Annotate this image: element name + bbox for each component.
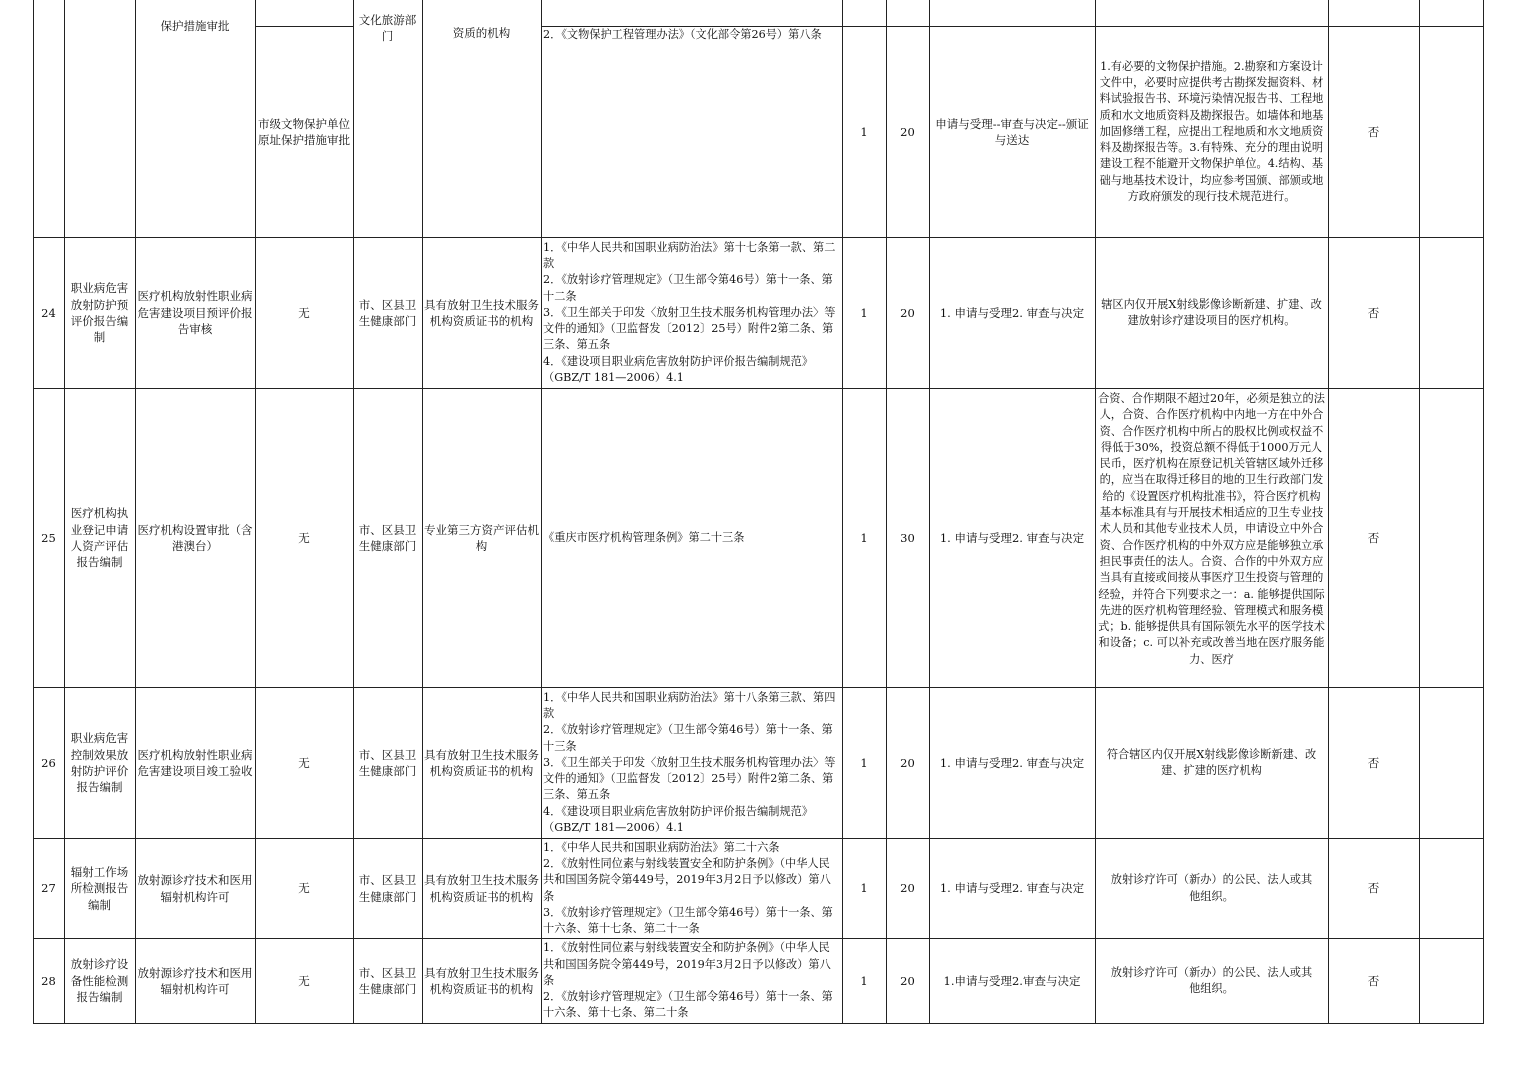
approval-text: 放射源诊疗技术和医用辐射机构许可 (137, 965, 253, 996)
flag-cell (1328, 688, 1419, 838)
count-cell (842, 238, 886, 388)
days-text: 20 (900, 305, 915, 320)
legal-basis-line: 2．《放射诊疗管理规定》（卫生部令第46号）第十一条、第十六条、第十七条、第二十条 (543, 990, 833, 1020)
approval-text: 医疗机构放射性职业病危害建设项目预评价报告审核 (137, 289, 253, 337)
legal-basis-cell (541, 688, 842, 838)
sub-approval-text: 无 (298, 881, 310, 896)
days-text: 20 (900, 881, 915, 896)
organization-text: 具有放射卫生技术服务机构资质证书的机构 (424, 297, 539, 328)
row-number: 28 (41, 973, 56, 988)
approval-cell (135, 939, 255, 1023)
approval-text: 保护措施审批 (160, 19, 230, 33)
legal-basis-line: 3．《放射诊疗管理规定》（卫生部令第46号）第十一条、第十六条、第十七条、第二十一条 (543, 905, 833, 936)
legal-basis-line: 3．《卫生部关于印发〈放射卫生技术服务机构管理办法〉等文件的通知》（卫监督发〔2012〕25号）附件2第二条、第三条、第五条 (543, 305, 836, 352)
process-cell (929, 839, 1095, 938)
agency-item-text: 辐射工作场所检测报告编制 (70, 864, 129, 912)
condition-text: 1.有必要的文物保护措施。2.勘察和方案设计文件中，必要时应提供考古勘探发掘资料、材料试验报告书、环境污染情况报告书、工程地质和水文地质资料及勘探报告。如墙体和地基加固修缮工程，应提出工程地质和水文地质资料及勘探报告等。3.有特殊、充分的理由说明建设工程不能避开文物保护单位。4.结构、基础与地基技术设计，均应参考国颁、部颁或地方政府颁发的现行技术规范进行。 (1099, 59, 1324, 204)
count-cell (842, 839, 886, 938)
row-number-cell (33, 839, 64, 938)
flag-text: 否 (1367, 881, 1380, 896)
organization-cell (422, 25, 541, 55)
condition-cell (1095, 839, 1328, 938)
condition-cell (1095, 391, 1328, 686)
condition-cell (1095, 688, 1328, 838)
condition-text: 符合辖区内仅开展X射线影像诊断新建、改建、扩建的医疗机构 (1106, 747, 1317, 777)
legal-basis-line: 1．《中华人民共和国职业病防治法》第十七条第一款、第二款 (543, 240, 836, 270)
count-cell (842, 27, 886, 237)
flag-text: 否 (1367, 530, 1380, 545)
organization-text: 资质的机构 (452, 26, 511, 40)
days-cell (886, 839, 929, 938)
sub-approval-text: 无 (298, 755, 310, 770)
organization-text: 具有放射卫生技术服务机构资质证书的机构 (424, 747, 539, 778)
approval-text: 放射源诊疗技术和医用辐射机构许可 (137, 873, 253, 904)
department-cell (353, 389, 422, 687)
row-divider (33, 1023, 1483, 1024)
flag-text: 否 (1367, 973, 1380, 988)
sub-approval-cell (255, 688, 353, 838)
agency-item-text: 职业病危害放射防护预评价报告编制 (70, 281, 129, 345)
organization-cell (422, 389, 541, 687)
flag-text: 否 (1367, 755, 1380, 770)
legal-basis-line: 3．《卫生部关于印发〈放射卫生技术服务机构管理办法〉等文件的通知》（卫监督发〔2012〕25号）附件2第二条、第三条、第五条 (543, 755, 836, 802)
approval-cell (135, 839, 255, 938)
flag-cell (1328, 27, 1419, 237)
condition-text: 放射诊疗许可（新办）的公民、法人或其他组织。 (1110, 873, 1313, 903)
column-divider (1483, 0, 1484, 1024)
process-cell (929, 688, 1095, 838)
count-text: 1 (860, 755, 868, 770)
days-cell (886, 688, 929, 838)
legal-basis-cell (541, 939, 842, 1023)
organization-text: 具有放射卫生技术服务机构资质证书的机构 (424, 965, 539, 996)
condition-text: 辖区内仅开展X射线影像诊断新建、扩建、改建放射诊疗建设项目的医疗机构。 (1101, 297, 1322, 327)
department-cell (353, 839, 422, 938)
sub-approval-text: 市级文物保护单位原址保护措施审批 (258, 116, 350, 147)
sub-approval-cell (255, 389, 353, 687)
count-text: 1 (860, 305, 868, 320)
approval-cell (135, 389, 255, 687)
condition-text: 放射诊疗许可（新办）的公民、法人或其他组织。 (1110, 965, 1313, 995)
count-cell (842, 389, 886, 687)
process-text: 申请与受理--审查与决定--颁证与送达 (935, 116, 1089, 147)
sub-approval-cell (255, 238, 353, 388)
legal-basis-cell (541, 27, 842, 67)
agency-item-cell (64, 688, 135, 838)
legal-basis-line: 1．《中华人民共和国职业病防治法》第十八条第三款、第四款 (543, 690, 836, 720)
legal-basis-line: 《重庆市医疗机构管理条例》第二十三条 (543, 530, 745, 544)
flag-text: 否 (1367, 124, 1380, 139)
department-text: 市、区县卫生健康部门 (358, 297, 417, 328)
process-cell (929, 238, 1095, 388)
process-cell (929, 27, 1095, 237)
department-cell (353, 12, 422, 62)
agency-item-text: 职业病危害控制效果放射防护评价报告编制 (70, 731, 129, 795)
agency-item-text: 医疗机构执业登记申请人资产评估报告编制 (70, 506, 129, 570)
condition-cell (1095, 27, 1328, 237)
sub-approval-text: 无 (298, 305, 310, 320)
department-text: 市、区县卫生健康部门 (358, 522, 417, 553)
days-cell (886, 238, 929, 388)
legal-basis-line: 4．《建设项目职业病危害放射防护评价报告编制规范》（GBZ/T 181—2006）4.1 (543, 804, 814, 835)
department-cell (353, 939, 422, 1023)
days-text: 20 (900, 124, 915, 139)
legal-basis-cell (541, 238, 842, 388)
legal-basis-cell (541, 389, 842, 687)
organization-cell (422, 238, 541, 388)
department-text: 市、区县卫生健康部门 (358, 747, 417, 778)
flag-text: 否 (1367, 305, 1380, 320)
flag-cell (1328, 238, 1419, 388)
process-text: 1. 申请与受理2. 审查与决定 (939, 881, 1085, 896)
department-cell (353, 238, 422, 388)
sub-approval-text: 无 (298, 530, 310, 545)
row-number: 27 (41, 881, 56, 896)
sub-approval-cell (255, 27, 353, 237)
flag-cell (1328, 839, 1419, 938)
approval-cell (135, 18, 255, 48)
approval-cell (135, 688, 255, 838)
flag-cell (1328, 939, 1419, 1023)
process-text: 1. 申请与受理2. 审查与决定 (939, 305, 1085, 320)
department-text: 文化旅游部门 (358, 13, 417, 44)
row-number: 26 (41, 755, 56, 770)
legal-basis-line: 2．《文物保护工程管理办法》（文化部令第26号）第八条 (543, 28, 822, 41)
agency-item-cell (64, 839, 135, 938)
sub-approval-cell (255, 939, 353, 1023)
agency-item-text: 放射诊疗设备性能检测报告编制 (70, 957, 129, 1005)
legal-basis-line: 2．《放射性同位素与射线装置安全和防护条例》（中华人民共和国国务院令第449号，2019年3月2日予以修改）第八条 (543, 856, 831, 903)
approval-cell (135, 238, 255, 388)
condition-cell (1095, 939, 1328, 1023)
organization-cell (422, 939, 541, 1023)
legal-basis-line: 1．《放射性同位素与射线装置安全和防护条例》（中华人民共和国国务院令第449号，2019年3月2日予以修改）第八条 (543, 941, 831, 987)
process-text: 1. 申请与受理2. 审查与决定 (939, 755, 1085, 770)
legal-basis-line: 2．《放射诊疗管理规定》（卫生部令第46号）第十一条、第十三条 (543, 723, 833, 753)
legal-basis-line: 1．《中华人民共和国职业病防治法》第二十六条 (543, 840, 780, 854)
legal-basis-line: 4．《建设项目职业病危害放射防护评价报告编制规范》（GBZ/T 181—2006）4.1 (543, 354, 814, 385)
row-number-cell (33, 688, 64, 838)
days-text: 20 (900, 755, 915, 770)
process-cell (929, 939, 1095, 1023)
column-divider (1419, 0, 1420, 1024)
row-number-cell (33, 939, 64, 1023)
organization-text: 具有放射卫生技术服务机构资质证书的机构 (424, 873, 539, 904)
days-cell (886, 939, 929, 1023)
count-text: 1 (860, 881, 868, 896)
process-text: 1. 申请与受理2. 审查与决定 (939, 530, 1085, 545)
days-text: 20 (900, 973, 915, 988)
organization-cell (422, 688, 541, 838)
sub-approval-cell (255, 839, 353, 938)
days-cell (886, 27, 929, 237)
legal-basis-cell (541, 839, 842, 938)
count-cell (842, 688, 886, 838)
process-text: 1.申请与受理2.审查与决定 (943, 973, 1081, 988)
row-number: 24 (41, 305, 56, 320)
count-text: 1 (860, 973, 868, 988)
row-number-cell (33, 389, 64, 687)
department-text: 市、区县卫生健康部门 (358, 965, 417, 996)
agency-item-cell (64, 939, 135, 1023)
agency-item-cell (64, 238, 135, 388)
agency-item-cell (64, 389, 135, 687)
count-text: 1 (860, 530, 868, 545)
count-cell (842, 939, 886, 1023)
approval-text: 医疗机构设置审批（含港澳台） (137, 522, 253, 553)
count-text: 1 (860, 124, 868, 139)
flag-cell (1328, 389, 1419, 687)
organization-text: 专业第三方资产评估机构 (424, 522, 539, 553)
legal-basis-line: 2．《放射诊疗管理规定》（卫生部令第46号）第十一条、第十二条 (543, 273, 833, 303)
days-text: 30 (900, 530, 915, 545)
row-number: 25 (41, 530, 56, 545)
department-text: 市、区县卫生健康部门 (358, 873, 417, 904)
condition-text: 合资、合作期限不超过20年，必须是独立的法人，合资、合作医疗机构中内地一方在中外合资、合作医疗机构中所占的股权比例或权益不得低于30%，投资总额不得低于1000万元人民币，医疗机构在原登记机关管辖区域外迁移的，应当在取得迁移目的地的卫生行政部门发给的《设置医疗机构批准书》，符合医疗机构基本标准具有与开展技术相适应的卫生专业技术人员和其他专业技术人员，申请设立中外合资、合作医疗机构的中外双方应是能够独立承担民事责任的法人。合资、合作的中外双方应当具有直接或间接从事医疗卫生投资与管理的经验，并符合下列要求之一：a. 能够提供国际先进的医疗机构管理经验、管理模式和服务模式；b. 能够提供具有国际领先水平的医学技术和设备；c. 可以补充或改善当地在医疗服务能力、医疗 (1098, 392, 1325, 666)
days-cell (886, 389, 929, 687)
organization-cell (422, 839, 541, 938)
row-number-cell (33, 238, 64, 388)
approval-text: 医疗机构放射性职业病危害建设项目竣工验收 (137, 747, 253, 778)
department-cell (353, 688, 422, 838)
sub-approval-text: 无 (298, 973, 310, 988)
process-cell (929, 389, 1095, 687)
condition-cell (1095, 238, 1328, 388)
